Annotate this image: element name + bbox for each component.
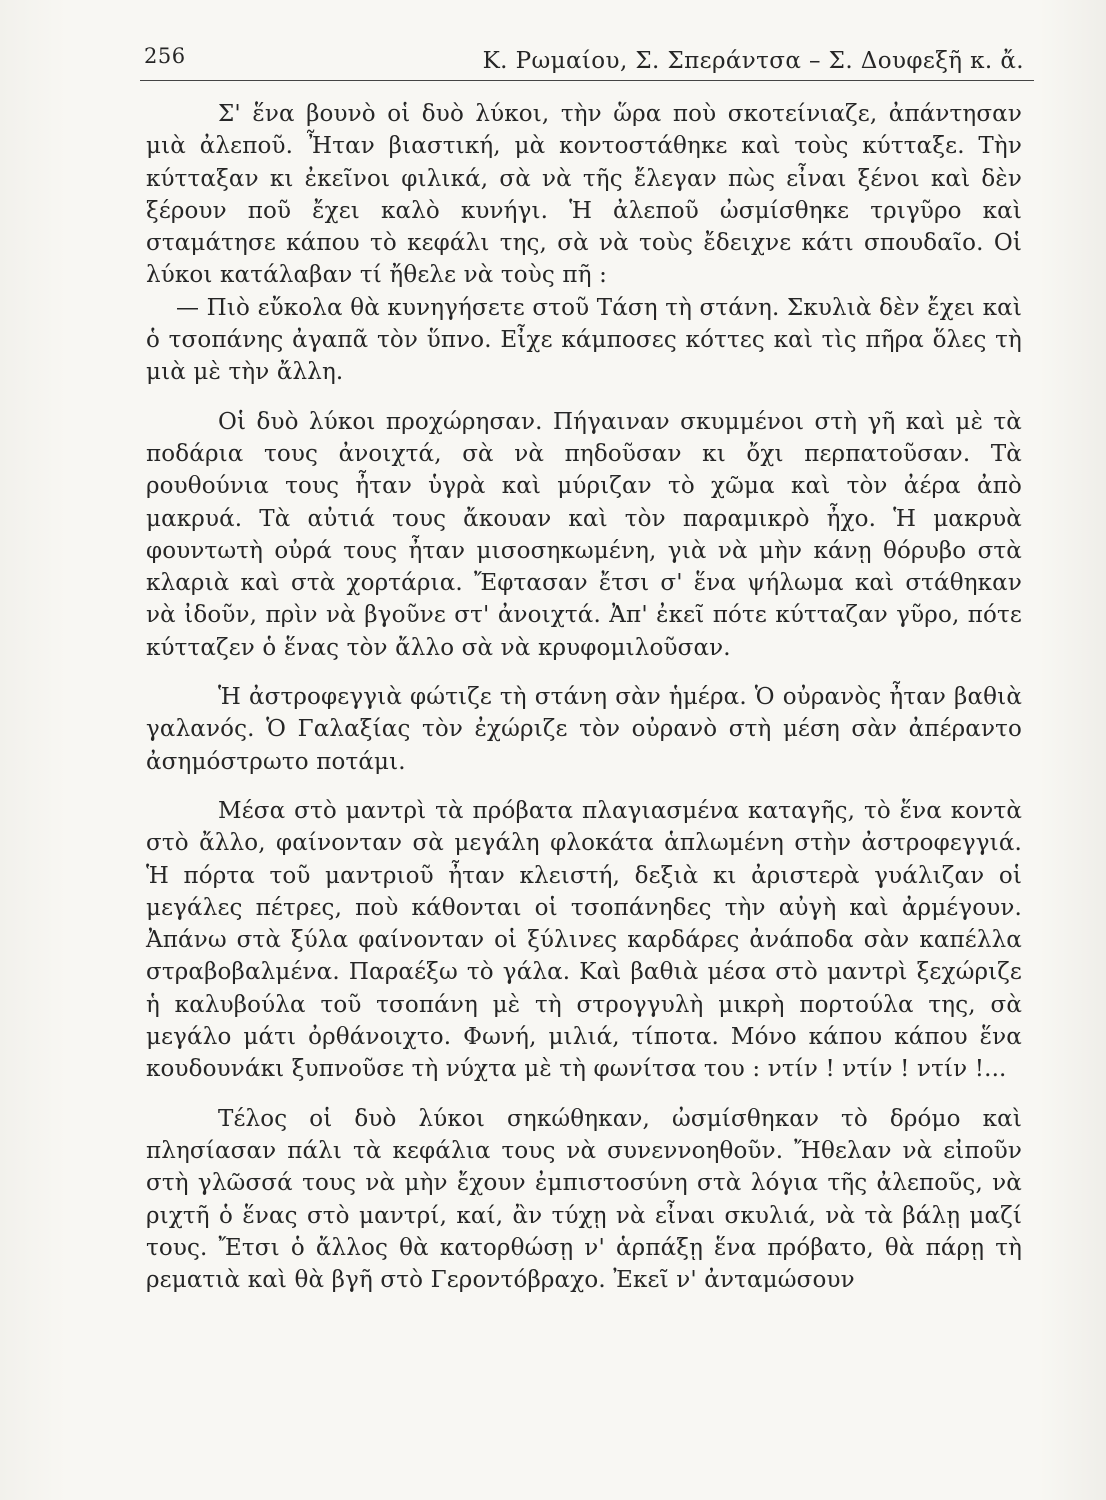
page-number: 256 [144,44,186,68]
page-header [140,38,1034,81]
paragraph-2-dialogue: — Πιὸ εὔκολα θὰ κυνηγήσετε στοῦ Τάση τὴ στάνη. Σκυλιὰ δὲν ἔχει καὶ ὁ τσοπάνης ἀγαπᾶ τὸν ὕπνο. Εἶχε κάμποσες κόττες καὶ τὶς πῆρα ὅλες τὴ μιὰ μὲ τὴν ἄλλη. [146,294,1022,386]
paragraph-4: Ἡ ἀστροφεγγιὰ φώτιζε τὴ στάνη σὰν ἡμέρα. Ὁ οὐρανὸς ἦταν βαθιὰ γαλανός. Ὁ Γαλαξίας τὸν ἐχώριζε τὸν οὐρανὸ στὴ μέση σὰν ἀπέραντο ἀσημόστρωτο ποτάμι. [146,684,1022,775]
paragraph-5: Μέσα στὸ μαντρὶ τὰ πρόβατα πλαγιασμένα καταγῆς, τὸ ἕνα κοντὰ στὸ ἄλλο, φαίνονταν σὰ μεγάλη φλοκάτα ἁπλωμένη στὴν ἀστροφεγγιά. Ἡ πόρτα τοῦ μαντριοῦ ἦταν κλειστή, δεξιὰ κι ἀριστερὰ γυάλιζαν οἱ μεγάλες πέτρες, ποὺ κάθονται οἱ τσοπάνηδες τὴν αὐγὴ καὶ ἀρμέγουν. Ἀπάνω στὰ ξύλα φαίνονταν οἱ ξύλινες καρδάρες ἀνάποδα σὰν καπέλλα στραβοβαλμένα. Παραέξω τὸ γάλα. Καὶ βαθιὰ μέσα στὸ μαντρὶ ξεχώριζε ἡ καλυβούλα τοῦ τσοπάνη μὲ τὴ στρογγυλὴ μικρὴ πορτούλα της, σὰ μεγάλο μάτι ὀρθάνοιχτο. Φωνή, μιλιά, τίποτα. Μόνο κάπου κάπου ἕνα κουδουνάκι ξυπνοῦσε τὴ νύχτα μὲ τὴ φωνίτσα του : ντίν ! ντίν ! ντίν !... [146,797,1022,1083]
body-text [146,98,1022,1296]
paragraph-1: Σ' ἕνα βουνὸ οἱ δυὸ λύκοι, τὴν ὥρα ποὺ σκοτείνιαζε, ἀπάντησαν μιὰ ἀλεποῦ. Ἦταν βιαστική, μὰ κοντοστάθηκε καὶ τοὺς κύτταξε. Τὴν κύτταξαν κι ἐκεῖνοι φιλικά, σὰ νὰ τῆς ἔλεγαν πὼς εἶναι ξένοι καὶ δὲν ξέρουν ποῦ ἔχει καλὸ κυνήγι. Ἡ ἀλεποῦ ὠσμίσθηκε τριγῦρο καὶ σταμάτησε κάπου τὸ κεφάλι της, σὰ νὰ τοὺς ἔδειχνε κάτι σπουδαῖο. Οἱ λύκοι κατάλαβαν τί ἤθελε νὰ τοὺς πῆ : [146,101,1022,289]
running-head: Κ. Ρωμαίου, Σ. Σπεράντσα – Σ. Δουφεξῆ κ. ἄ. [482,48,1024,74]
paragraph-3: Οἱ δυὸ λύκοι προχώρησαν. Πήγαιναν σκυμμένοι στὴ γῆ καὶ μὲ τὰ ποδάρια τους ἀνοιχτά, σὰ νὰ πηδοῦσαν κι ὄχι περπατοῦσαν. Τὰ ρουθούνια τους ἦταν ὑγρὰ καὶ μύριζαν τὸ χῶμα καὶ τὸν ἀέρα ἀπὸ μακρυά. Τὰ αὐτιά τους ἄκουαν καὶ τὸν παραμικρὸ ἦχο. Ἡ μακρυὰ φουντωτὴ οὐρά τους ἦταν μισοσηκωμένη, γιὰ νὰ μὴν κάνῃ θόρυβο στὰ κλαριὰ καὶ στὰ χορτάρια. Ἔφτασαν ἔτσι σ' ἕνα ψήλωμα καὶ στάθηκαν νὰ ἰδοῦν, πρὶν νὰ βγοῦνε στ' ἀνοιχτά. Ἀπ' ἐκεῖ πότε κύτταζαν γῦρο, πότε κύτταζεν ὁ ἕνας τὸν ἄλλο σὰ νὰ κρυφομιλοῦσαν. [146,408,1022,661]
paragraph-6: Τέλος οἱ δυὸ λύκοι σηκώθηκαν, ὠσμίσθηκαν τὸ δρόμο καὶ πλησίασαν πάλι τὰ κεφάλια τους νὰ συνεννοηθοῦν. Ἤθελαν νὰ εἰποῦν στὴ γλῶσσά τους νὰ μὴν ἔχουν ἐμπιστοσύνη στὰ λόγια τῆς ἀλεποῦς, νὰ ριχτῆ ὁ ἕνας στὸ μαντρί, καί, ἂν τύχῃ νὰ εἶναι σκυλιά, νὰ τὰ βάλῃ μαζί τους. Ἔτσι ὁ ἄλλος θὰ κατορθώσῃ ν' ἁρπάξῃ ἕνα πρόβατο, θὰ πάρῃ τὴ ρεματιὰ καὶ θὰ βγῆ στὸ Γεροντόβραχο. Ἐκεῖ ν' ἀνταμώσουν [146,1105,1022,1294]
